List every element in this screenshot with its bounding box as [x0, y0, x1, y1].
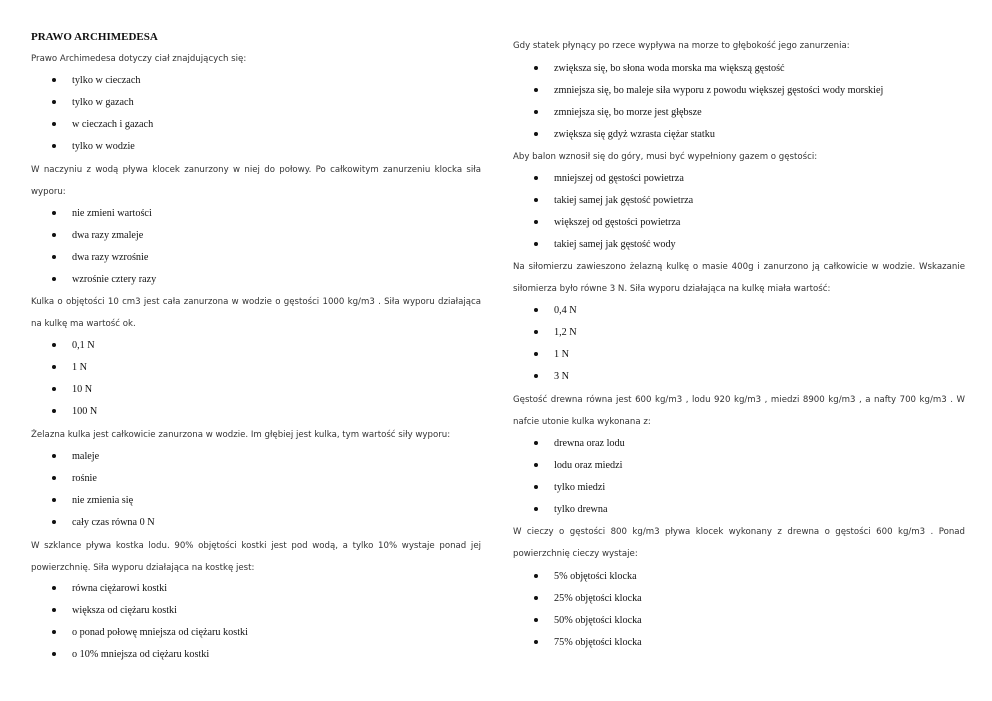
answer-option: 10 N: [52, 383, 92, 397]
answer-option: nie zmienia się: [52, 494, 133, 508]
bullet-icon: [52, 454, 56, 458]
answer-option: większej od gęstości powietrza: [534, 216, 680, 230]
answer-option: 0,4 N: [534, 304, 577, 318]
bullet-icon: [534, 507, 538, 511]
question-text: Na siłomierzu zawieszono żelazną kulkę o masie 400g i zanurzono ją całkowicie w wodzie. Wskazanie siłomierza było równe 3 N. Siła wyporu działająca na kulkę miała wartość:: [513, 262, 965, 294]
answer-option: mniejszej od gęstości powietrza: [534, 172, 684, 186]
answer-option: 75% objętości klocka: [534, 636, 642, 650]
question-text: Gęstość drewna równa jest 600 kg/m3 , lodu 920 kg/m3 , miedzi 8900 kg/m3 , a nafty 700 kg/m3 . W nafcie utonie kulka wykonana z:: [513, 395, 965, 427]
answer-option: o 10% mniejsza od ciężaru kostki: [52, 648, 209, 662]
bullet-icon: [534, 330, 538, 334]
bullet-icon: [52, 277, 56, 281]
bullet-icon: [534, 308, 538, 312]
answer-option: dwa razy wzrośnie: [52, 251, 148, 265]
answer-option: 100 N: [52, 405, 97, 419]
bullet-icon: [534, 618, 538, 622]
question-text: Żelazna kulka jest całkowicie zanurzona w wodzie. Im głębiej jest kulka, tym wartość siły wyporu:: [31, 430, 451, 440]
answer-option: 1,2 N: [534, 326, 577, 340]
answer-option: tylko drewna: [534, 503, 607, 517]
answer-option: lodu oraz miedzi: [534, 459, 622, 473]
bullet-icon: [534, 374, 538, 378]
answer-option: 0,1 N: [52, 339, 95, 353]
bullet-icon: [52, 387, 56, 391]
question-text: W cieczy o gęstości 800 kg/m3 pływa klocek wykonany z drewna o gęstości 600 kg/m3 . Ponad powierzchnię cieczy wystaje:: [513, 527, 965, 559]
question-text: W naczyniu z wodą pływa klocek zanurzony w niej do połowy. Po całkowitym zanurzeniu klocka siła wyporu:: [31, 165, 481, 197]
answer-option: tylko miedzi: [534, 481, 605, 495]
answer-option: 1 N: [52, 361, 87, 375]
answer-option: dwa razy zmaleje: [52, 229, 143, 243]
bullet-icon: [52, 122, 56, 126]
bullet-icon: [52, 78, 56, 82]
answer-option: 3 N: [534, 370, 569, 384]
bullet-icon: [534, 198, 538, 202]
bullet-icon: [534, 463, 538, 467]
bullet-icon: [52, 144, 56, 148]
question-text: Kulka o objętości 10 cm3 jest cała zanurzona w wodzie o gęstości 1000 kg/m3 . Siła wyporu działająca na kulkę ma wartość ok.: [31, 297, 481, 329]
document-title: PRAWO ARCHIMEDESA: [31, 31, 158, 43]
answer-option: zmniejsza się, bo maleje siła wyporu z powodu większej gęstości wody morskiej: [534, 84, 883, 98]
answer-option: wzrośnie cztery razy: [52, 273, 156, 287]
bullet-icon: [534, 176, 538, 180]
answer-option: o ponad połowę mniejsza od ciężaru kostki: [52, 626, 248, 640]
bullet-icon: [534, 220, 538, 224]
answer-option: nie zmieni wartości: [52, 207, 152, 221]
bullet-icon: [534, 110, 538, 114]
answer-option: 1 N: [534, 348, 569, 362]
answer-option: zmniejsza się, bo morze jest głębsze: [534, 106, 702, 120]
answer-option: cały czas równa 0 N: [52, 516, 155, 530]
bullet-icon: [52, 365, 56, 369]
bullet-icon: [534, 352, 538, 356]
bullet-icon: [534, 640, 538, 644]
answer-option: równa ciężarowi kostki: [52, 582, 167, 596]
answer-option: zwiększa się gdyż wzrasta ciężar statku: [534, 128, 715, 142]
question-text: Gdy statek płynący po rzece wypływa na morze to głębokość jego zanurzenia:: [513, 41, 850, 51]
bullet-icon: [534, 574, 538, 578]
bullet-icon: [52, 343, 56, 347]
bullet-icon: [52, 233, 56, 237]
bullet-icon: [534, 132, 538, 136]
answer-option: maleje: [52, 450, 99, 464]
bullet-icon: [52, 520, 56, 524]
answer-option: 25% objętości klocka: [534, 592, 642, 606]
answer-option: rośnie: [52, 472, 97, 486]
answer-option: 50% objętości klocka: [534, 614, 642, 628]
question-text: W szklance pływa kostka lodu. 90% objętości kostki jest pod wodą, a tylko 10% wystaje ponad jej powierzchnię. Siła wyporu działająca na kostkę jest:: [31, 541, 481, 573]
answer-option: 5% objętości klocka: [534, 570, 637, 584]
bullet-icon: [534, 485, 538, 489]
bullet-icon: [52, 652, 56, 656]
answer-option: w cieczach i gazach: [52, 118, 153, 132]
bullet-icon: [52, 586, 56, 590]
bullet-icon: [534, 242, 538, 246]
bullet-icon: [52, 409, 56, 413]
bullet-icon: [534, 88, 538, 92]
answer-option: drewna oraz lodu: [534, 437, 625, 451]
answer-option: większa od ciężaru kostki: [52, 604, 177, 618]
bullet-icon: [52, 100, 56, 104]
bullet-icon: [52, 211, 56, 215]
bullet-icon: [52, 630, 56, 634]
answer-option: tylko w gazach: [52, 96, 134, 110]
bullet-icon: [534, 596, 538, 600]
answer-option: tylko w wodzie: [52, 140, 135, 154]
question-text: Prawo Archimedesa dotyczy ciał znajdujących się:: [31, 54, 247, 64]
bullet-icon: [52, 608, 56, 612]
answer-option: takiej samej jak gęstość wody: [534, 238, 676, 252]
answer-option: zwiększa się, bo słona woda morska ma większą gęstość: [534, 62, 785, 76]
answer-option: tylko w cieczach: [52, 74, 140, 88]
bullet-icon: [534, 441, 538, 445]
answer-option: takiej samej jak gęstość powietrza: [534, 194, 693, 208]
question-text: Aby balon wznosił się do góry, musi być wypełniony gazem o gęstości:: [513, 152, 818, 162]
bullet-icon: [52, 476, 56, 480]
bullet-icon: [52, 498, 56, 502]
bullet-icon: [534, 66, 538, 70]
bullet-icon: [52, 255, 56, 259]
